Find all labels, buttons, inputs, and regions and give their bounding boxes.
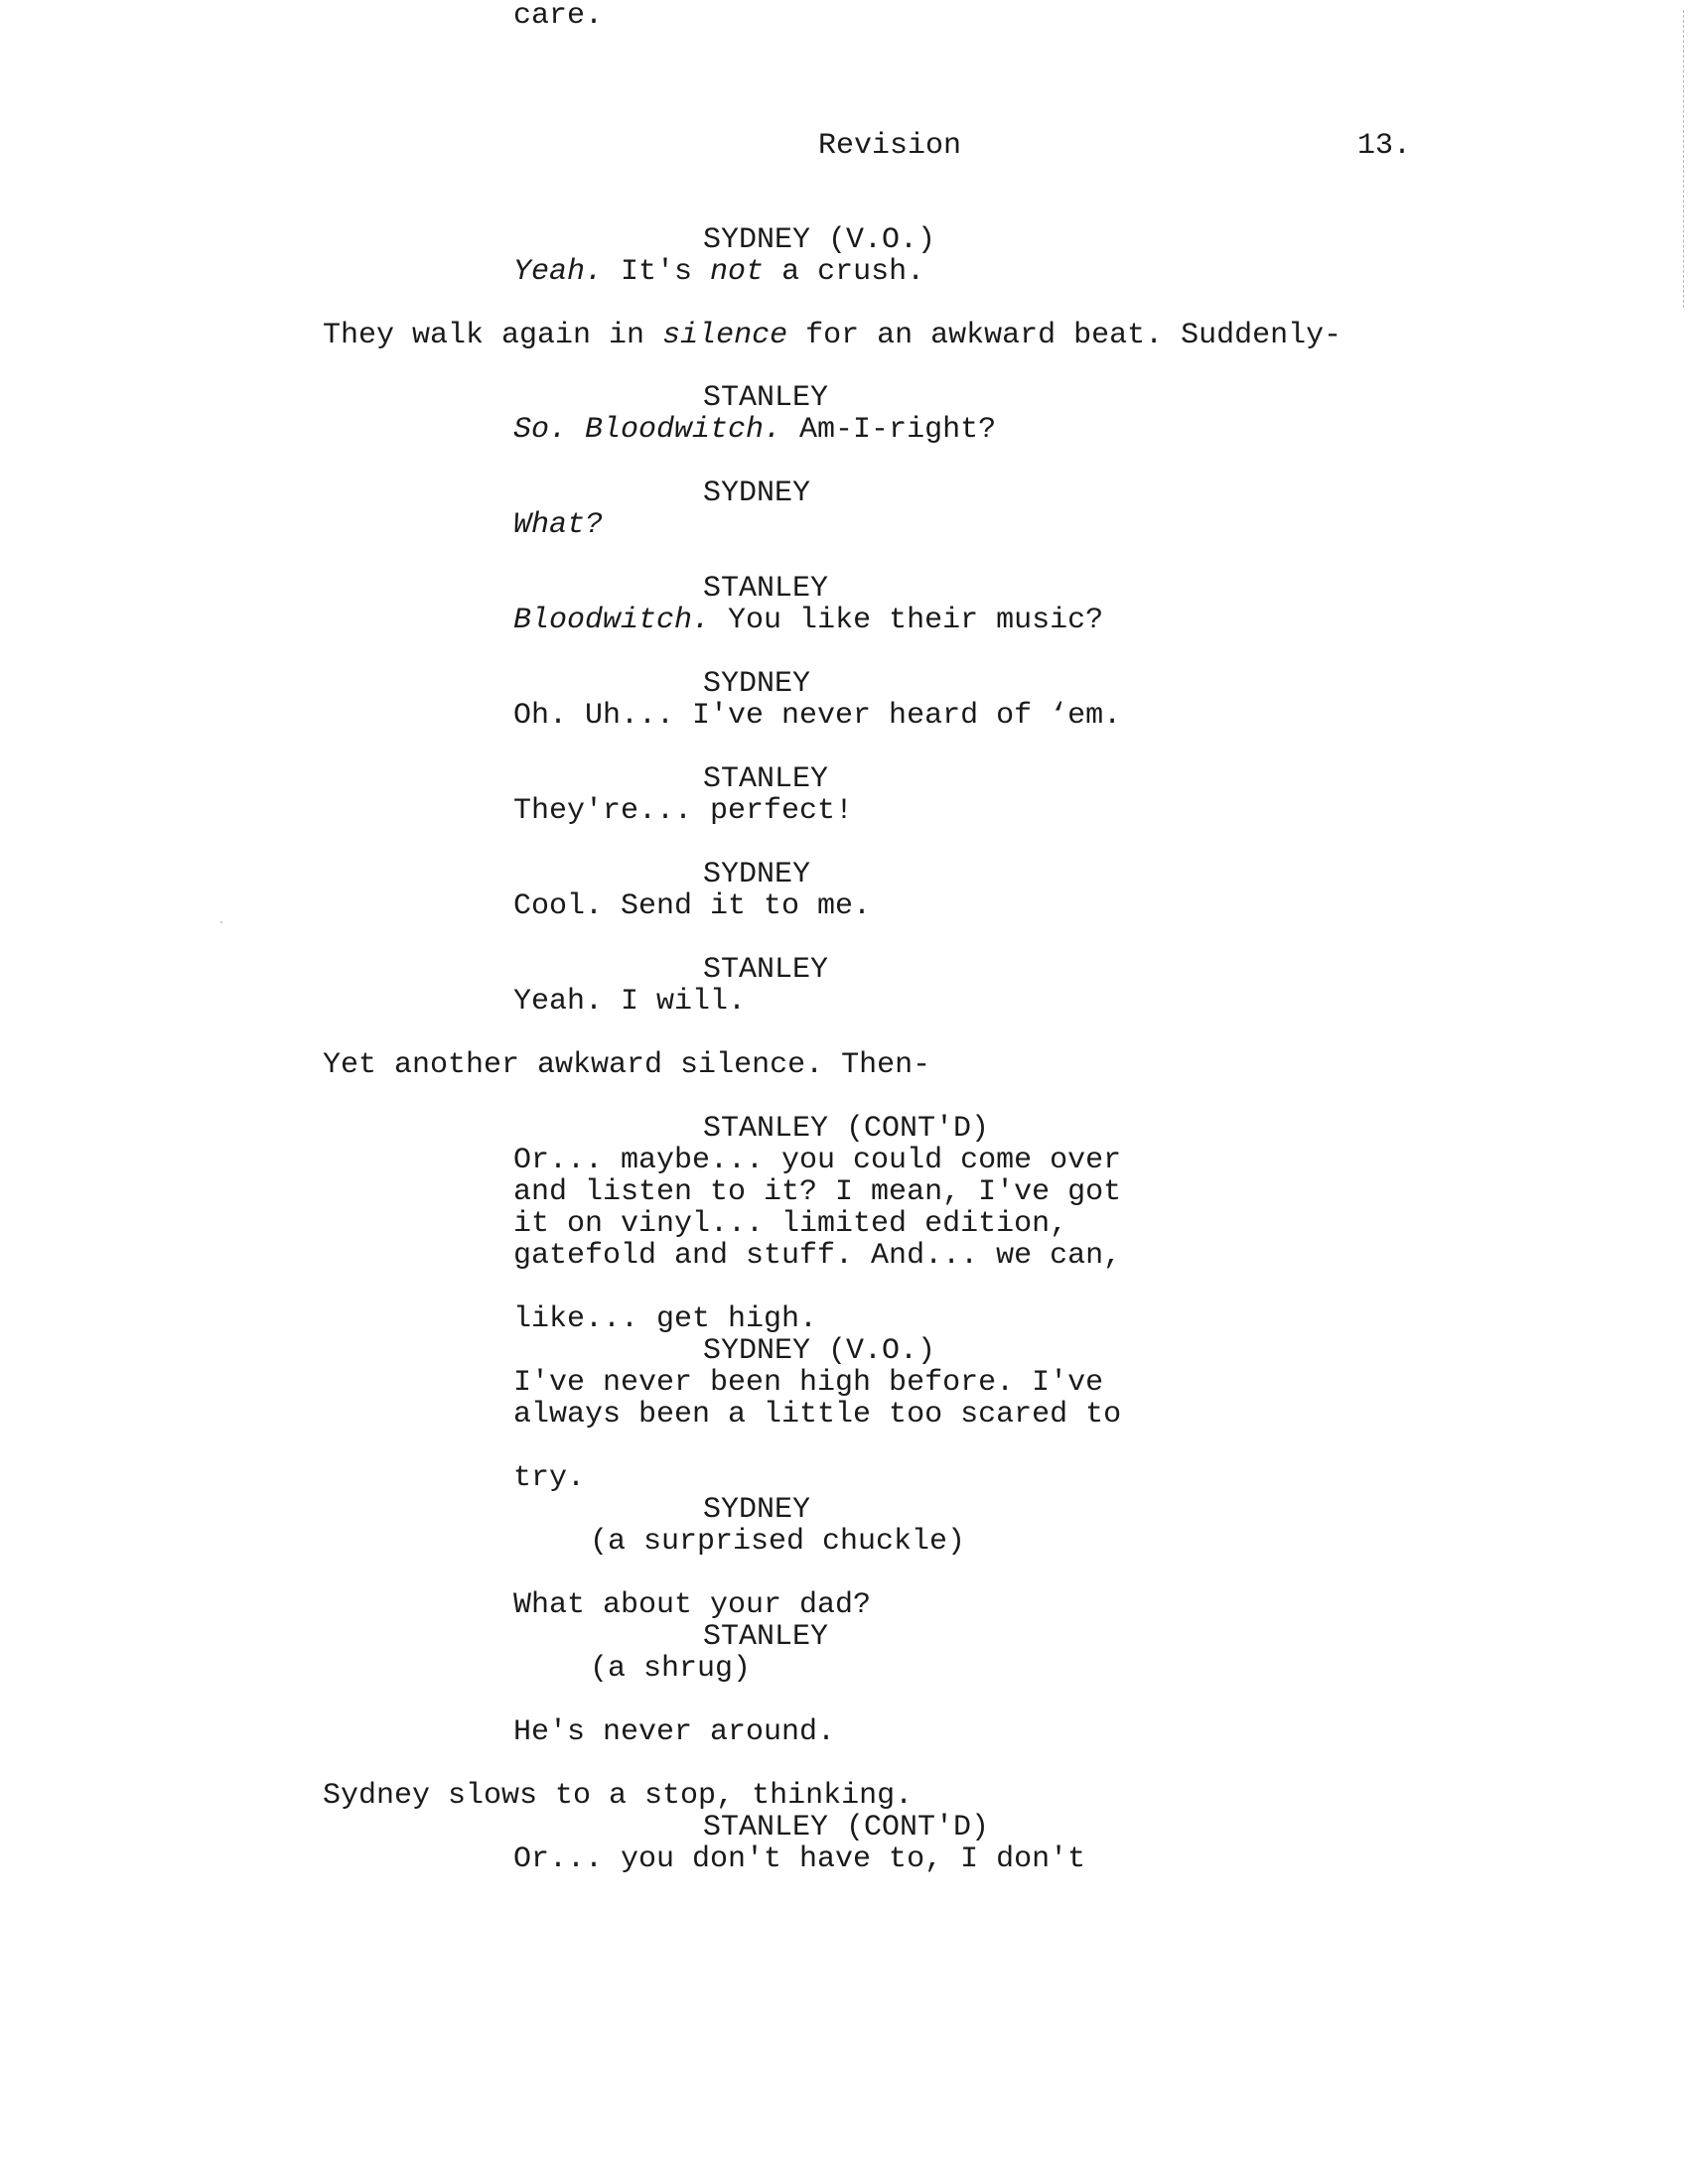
dialogue-line [513, 890, 871, 922]
dialogue-line [513, 1176, 1121, 1208]
text-segment: Yeah. [513, 255, 604, 289]
revision-header: Revision [818, 129, 962, 163]
text-segment: for an awkward beat. Suddenly- [787, 319, 1342, 352]
dialogue-line [513, 700, 1121, 732]
text-segment: Am-I-right? [781, 413, 997, 447]
page-number: 13. [1357, 129, 1412, 163]
character-cue: STANLEY (CONT'D) [703, 1112, 990, 1146]
dialogue-line [513, 414, 996, 446]
character-cue: STANLEY [703, 953, 829, 987]
text-segment: always been a little too scared to [513, 1398, 1122, 1432]
text-segment: I've never been high before. I've [513, 1366, 1104, 1400]
text-segment: Bloodwitch. [513, 604, 711, 637]
text-segment: care. [513, 0, 604, 33]
dialogue-line [513, 1589, 871, 1621]
text-segment: a crush. [764, 255, 925, 289]
action-line [323, 1780, 913, 1812]
text-segment: It's [603, 255, 711, 289]
text-segment: They're... perfect! [513, 794, 854, 828]
text-segment: What about your dad? [513, 1588, 872, 1622]
dialogue-line [513, 1716, 835, 1748]
dialogue-line [513, 1303, 817, 1335]
text-segment: What? [513, 508, 604, 542]
text-segment: silence [662, 319, 788, 352]
dialogue-line [513, 1145, 1121, 1176]
action-line [323, 1049, 930, 1081]
character-cue: STANLEY [703, 762, 829, 796]
text-segment: and listen to it? I mean, I've got [513, 1175, 1122, 1209]
character-cue: SYDNEY [703, 667, 811, 701]
text-segment: Or... you don't have to, I don't [513, 1843, 1086, 1876]
page-edge-mark [1683, 10, 1685, 308]
dialogue-line [513, 795, 853, 827]
dialogue-line [513, 256, 924, 288]
parenthetical: (a shrug) [590, 1652, 752, 1686]
scan-speck [220, 921, 222, 923]
text-segment: gatefold and stuff. And... we can, [513, 1239, 1122, 1273]
dialogue-line [513, 605, 1103, 636]
character-cue: SYDNEY [703, 1493, 811, 1527]
text-segment: Cool. Send it to me. [513, 889, 872, 923]
character-cue: SYDNEY (V.O.) [703, 1334, 936, 1368]
dialogue-line [513, 986, 746, 1018]
text-segment: Or... maybe... you could come over [513, 1144, 1122, 1177]
text-segment: try. [513, 1461, 586, 1495]
text-segment: like... get high. [513, 1302, 818, 1336]
text-segment: it on vinyl... limited edition, [513, 1207, 1068, 1241]
text-segment: They walk again in [323, 319, 663, 352]
parenthetical: (a surprised chuckle) [590, 1525, 966, 1559]
text-segment: Yeah. I will. [513, 985, 747, 1019]
text-segment: You like their music? [710, 604, 1104, 637]
dialogue-line [513, 1462, 585, 1494]
character-cue: STANLEY [703, 572, 829, 606]
text-segment: Yet another awkward silence. Then- [323, 1048, 931, 1082]
dialogue-line [513, 1208, 1067, 1240]
character-cue: STANLEY [703, 1620, 829, 1654]
dialogue-line [513, 1367, 1103, 1399]
text-segment: Sydney slows to a stop, thinking. [323, 1779, 914, 1813]
character-cue: SYDNEY [703, 477, 811, 510]
character-cue: STANLEY (CONT'D) [703, 1811, 990, 1844]
dialogue-line [513, 1843, 1085, 1875]
dialogue-line [513, 1399, 1121, 1431]
dialogue-line [513, 1240, 1121, 1272]
text-segment: not [710, 255, 765, 289]
character-cue: SYDNEY [703, 858, 811, 891]
text-segment: So. Bloodwitch. [513, 413, 782, 447]
character-cue: SYDNEY (V.O.) [703, 223, 936, 257]
action-line [323, 320, 1341, 351]
character-cue: STANLEY [703, 381, 829, 415]
text-segment: He's never around. [513, 1715, 836, 1749]
dialogue-line [513, 509, 603, 541]
dialogue-line [513, 0, 603, 32]
text-segment: Oh. Uh... I've never heard of ‘em. [513, 699, 1122, 733]
